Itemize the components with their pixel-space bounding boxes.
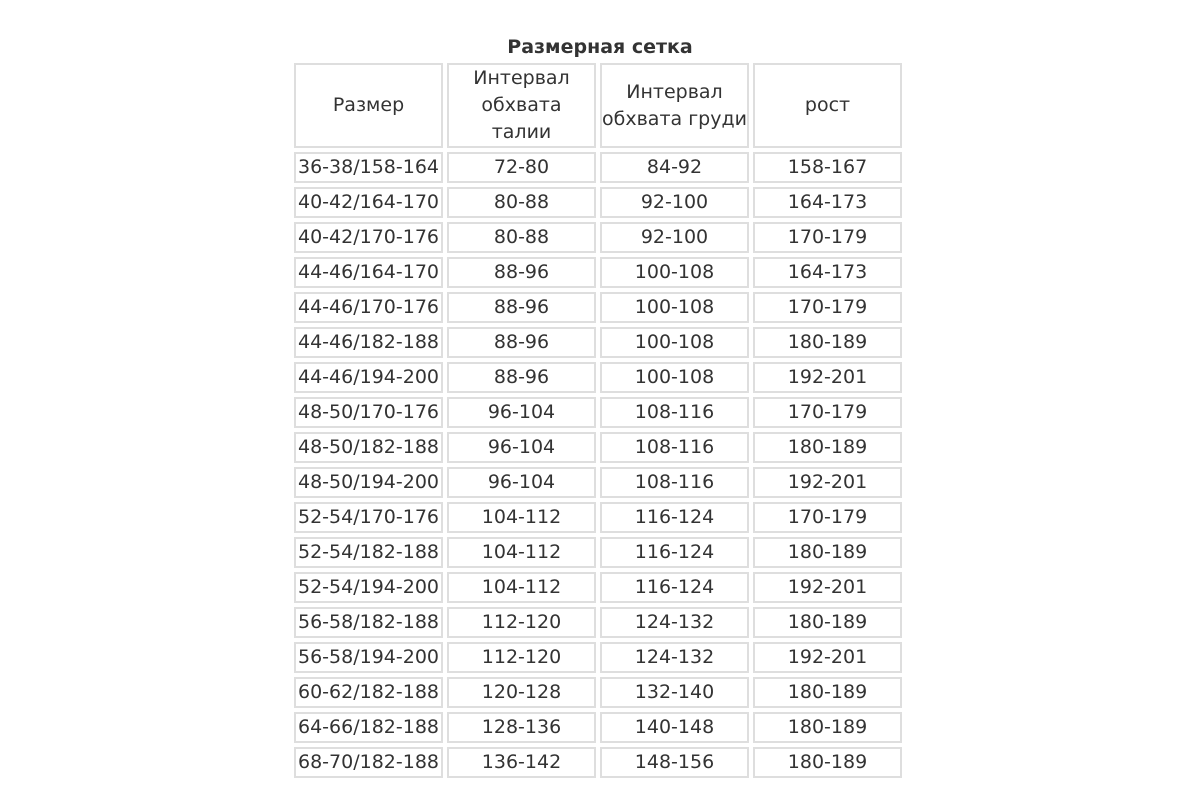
cell-chest: 116-124: [600, 502, 749, 533]
cell-waist: 88-96: [447, 257, 596, 288]
cell-height: 170-179: [753, 502, 902, 533]
cell-chest: 100-108: [600, 257, 749, 288]
cell-chest: 100-108: [600, 362, 749, 393]
cell-height: 158-167: [753, 152, 902, 183]
table-row: [294, 607, 902, 638]
cell-waist: 80-88: [447, 222, 596, 253]
cell-size: 52-54/194-200: [294, 572, 443, 603]
table-row: [294, 187, 902, 218]
cell-chest: 132-140: [600, 677, 749, 708]
table-row: [294, 747, 902, 778]
cell-size: 44-46/164-170: [294, 257, 443, 288]
table-row: [294, 642, 902, 673]
table-row: [294, 572, 902, 603]
table-row: [294, 292, 902, 323]
cell-chest: 84-92: [600, 152, 749, 183]
cell-chest: 108-116: [600, 432, 749, 463]
cell-height: 192-201: [753, 467, 902, 498]
cell-height: 170-179: [753, 397, 902, 428]
cell-chest: 100-108: [600, 292, 749, 323]
cell-height: 180-189: [753, 607, 902, 638]
cell-size: 44-46/170-176: [294, 292, 443, 323]
cell-size: 60-62/182-188: [294, 677, 443, 708]
cell-waist: 80-88: [447, 187, 596, 218]
table-row: [294, 432, 902, 463]
page-title: Размерная сетка: [507, 36, 693, 58]
header-chest: Интервал обхвата груди: [600, 63, 749, 148]
header-height: рост: [753, 63, 902, 148]
cell-chest: 92-100: [600, 222, 749, 253]
cell-size: 68-70/182-188: [294, 747, 443, 778]
cell-chest: 116-124: [600, 537, 749, 568]
table-body: [294, 152, 902, 778]
cell-chest: 92-100: [600, 187, 749, 218]
cell-size: 36-38/158-164: [294, 152, 443, 183]
cell-chest: 108-116: [600, 467, 749, 498]
cell-waist: 112-120: [447, 642, 596, 673]
cell-chest: 124-132: [600, 642, 749, 673]
table-row: [294, 327, 902, 358]
cell-waist: 72-80: [447, 152, 596, 183]
cell-height: 164-173: [753, 187, 902, 218]
cell-size: 56-58/194-200: [294, 642, 443, 673]
cell-height: 170-179: [753, 292, 902, 323]
cell-waist: 104-112: [447, 572, 596, 603]
header-size: Размер: [294, 63, 443, 148]
cell-height: 164-173: [753, 257, 902, 288]
cell-waist: 104-112: [447, 502, 596, 533]
cell-height: 192-201: [753, 642, 902, 673]
cell-waist: 88-96: [447, 292, 596, 323]
cell-size: 40-42/164-170: [294, 187, 443, 218]
cell-waist: 96-104: [447, 397, 596, 428]
cell-chest: 140-148: [600, 712, 749, 743]
cell-height: 180-189: [753, 747, 902, 778]
cell-size: 44-46/182-188: [294, 327, 443, 358]
cell-size: 40-42/170-176: [294, 222, 443, 253]
cell-waist: 120-128: [447, 677, 596, 708]
cell-chest: 148-156: [600, 747, 749, 778]
table-header-row: [294, 63, 902, 148]
cell-chest: 100-108: [600, 327, 749, 358]
cell-chest: 124-132: [600, 607, 749, 638]
table-row: [294, 467, 902, 498]
cell-waist: 96-104: [447, 432, 596, 463]
cell-waist: 96-104: [447, 467, 596, 498]
cell-size: 64-66/182-188: [294, 712, 443, 743]
cell-height: 170-179: [753, 222, 902, 253]
cell-height: 180-189: [753, 712, 902, 743]
cell-height: 180-189: [753, 432, 902, 463]
cell-waist: 104-112: [447, 537, 596, 568]
table-row: [294, 537, 902, 568]
cell-waist: 88-96: [447, 362, 596, 393]
cell-chest: 116-124: [600, 572, 749, 603]
cell-height: 180-189: [753, 677, 902, 708]
cell-chest: 108-116: [600, 397, 749, 428]
cell-size: 44-46/194-200: [294, 362, 443, 393]
table-row: [294, 362, 902, 393]
cell-size: 52-54/170-176: [294, 502, 443, 533]
header-waist: Интервал обхвата талии: [447, 63, 596, 148]
table-row: [294, 257, 902, 288]
cell-size: 48-50/194-200: [294, 467, 443, 498]
cell-size: 52-54/182-188: [294, 537, 443, 568]
cell-height: 180-189: [753, 537, 902, 568]
cell-waist: 112-120: [447, 607, 596, 638]
cell-size: 48-50/182-188: [294, 432, 443, 463]
cell-height: 192-201: [753, 572, 902, 603]
size-chart-table: [290, 59, 906, 782]
cell-size: 48-50/170-176: [294, 397, 443, 428]
cell-waist: 88-96: [447, 327, 596, 358]
cell-waist: 128-136: [447, 712, 596, 743]
cell-waist: 136-142: [447, 747, 596, 778]
table-row: [294, 712, 902, 743]
cell-size: 56-58/182-188: [294, 607, 443, 638]
cell-height: 192-201: [753, 362, 902, 393]
table-row: [294, 397, 902, 428]
table-row: [294, 502, 902, 533]
table-row: [294, 152, 902, 183]
table-row: [294, 222, 902, 253]
table-row: [294, 677, 902, 708]
cell-height: 180-189: [753, 327, 902, 358]
